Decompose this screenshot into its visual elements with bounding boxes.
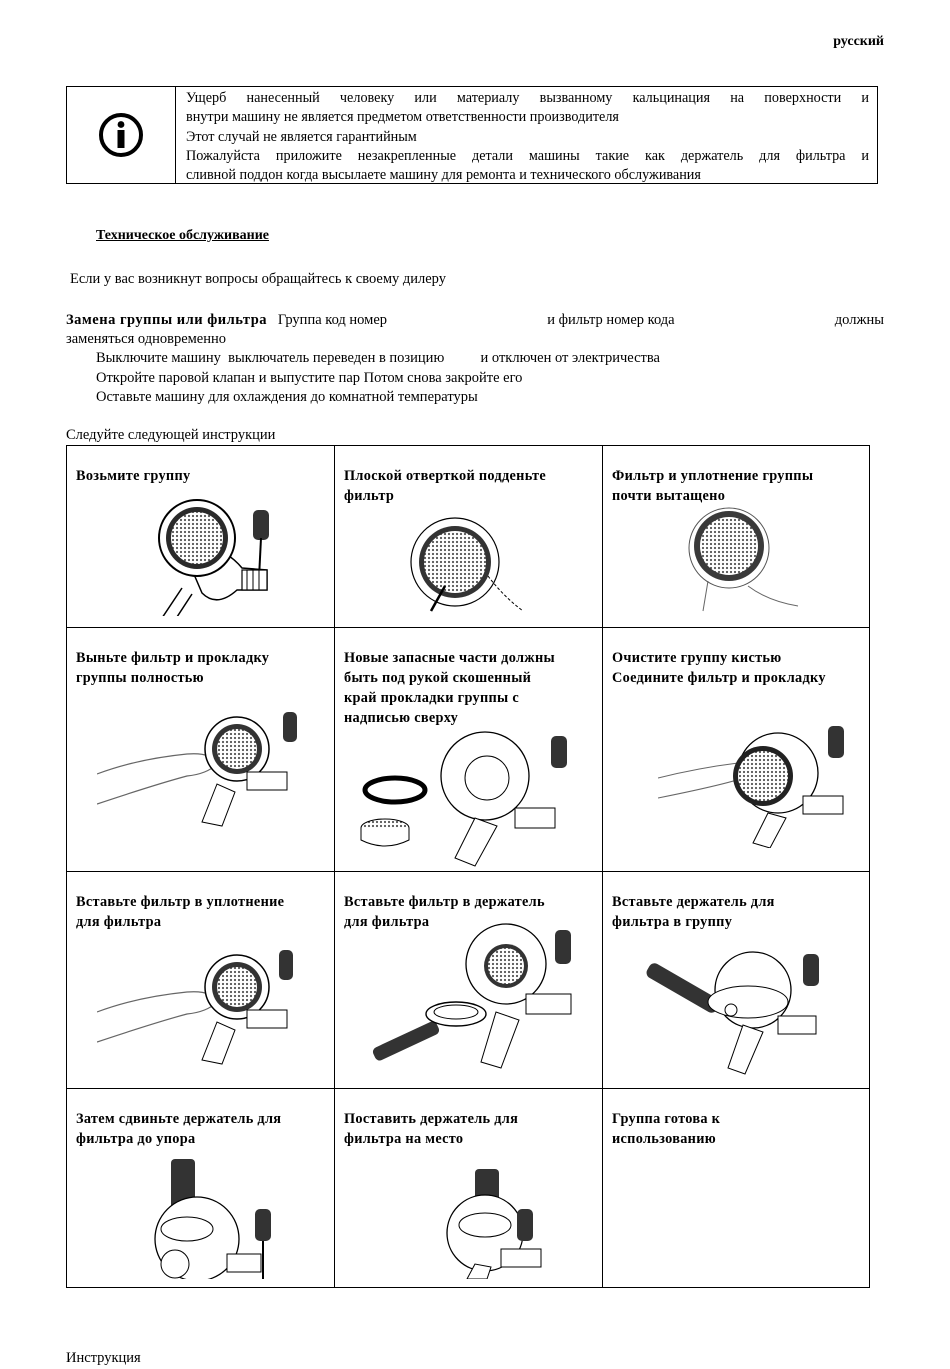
instruction-cell	[67, 872, 335, 1089]
replace-part-2: и фильтр номер кода	[547, 312, 675, 328]
replace-line-2: заменяться одновременно	[66, 331, 227, 347]
instruction-caption: Выньте фильтр и прокладку группы полностью	[76, 650, 270, 686]
notice-line: Ущерб нанесенный человеку или материалу вызванному кальцинация на поверхности и	[186, 90, 869, 106]
instruction-grid	[66, 445, 870, 1288]
language-label: русский	[833, 34, 884, 49]
hand-remove-filter-image	[97, 704, 297, 834]
instruction-caption: Группа готова к использованию	[612, 1111, 721, 1147]
instruction-cell	[335, 1089, 603, 1287]
instruction-caption: Плоской отверткой подденьте фильтр	[344, 468, 546, 504]
notice-box	[66, 86, 878, 184]
screwdriver-filter-image	[403, 516, 533, 616]
instruction-cell	[603, 628, 869, 872]
notice-line: сливной поддон когда высылаете машину для ремонта и технического обслуживания	[186, 167, 701, 184]
instruction-cell	[335, 628, 603, 872]
instruction-cell	[335, 446, 603, 628]
instruction-caption: Возьмите группу	[76, 468, 191, 484]
replace-part-1: Группа код номер	[277, 312, 388, 328]
filter-almost-out-image	[673, 506, 803, 616]
follow-text: Следуйте следующей инструкции	[66, 427, 276, 443]
instruction-cell	[67, 446, 335, 628]
filter-holder-image	[371, 922, 581, 1082]
instruction-cell	[603, 446, 869, 628]
instruction-caption: Новые запасные части должны быть под рукой скошенный край прокладки группы с надписью сверху	[344, 650, 555, 726]
spare-parts-image	[355, 728, 575, 868]
instruction-cell	[603, 1089, 869, 1287]
instruction-cell	[67, 628, 335, 872]
section-title: Техническое обслуживание	[96, 228, 269, 243]
group-with-filter-image	[147, 498, 277, 616]
notice-text	[176, 87, 877, 183]
instruction-caption: Вставьте фильтр в держатель для фильтра	[344, 894, 545, 930]
dealer-text: Если у вас возникнут вопросы обращайтесь к своему дилеру	[70, 271, 446, 287]
hand-join-filter-image	[658, 718, 858, 848]
replace-paragraph	[66, 311, 884, 349]
instruction-cell	[67, 1089, 335, 1287]
instruction-caption: Поставить держатель для фильтра на место	[344, 1111, 519, 1147]
instruction-caption: Фильтр и уплотнение группы почти вытащено	[612, 468, 814, 504]
steps-list	[96, 349, 660, 408]
notice-line: Этот случай не является гарантийным	[186, 128, 417, 145]
replace-title: Замена группы или фильтра	[66, 312, 268, 328]
replace-part-3: должны	[834, 312, 884, 328]
instruction-caption: Затем сдвиньте держатель для фильтра до упора	[76, 1111, 282, 1147]
holder-in-place-image	[405, 1169, 565, 1279]
hand-insert-filter-image	[97, 942, 297, 1072]
info-icon	[97, 111, 145, 159]
holder-into-group-image	[643, 950, 823, 1080]
instruction-caption: Вставьте держатель для фильтра в группу	[612, 894, 775, 930]
instruction-cell	[603, 872, 869, 1089]
footer-text: Инструкция	[66, 1350, 141, 1366]
step-item: Откройте паровой клапан и выпустите пар Потом снова закройте его	[96, 369, 523, 386]
instruction-caption: Вставьте фильтр в уплотнение для фильтра	[76, 894, 285, 930]
notice-line: Пожалуйста приложите незакрепленные детали машины такие как держатель для фильтра и	[186, 147, 869, 164]
notice-icon-cell	[67, 87, 176, 183]
notice-line: внутри машину не является предметом ответственности производителя	[186, 109, 619, 126]
instruction-caption: Очистите группу кистью Соедините фильтр и прокладку	[612, 650, 826, 686]
step-item: Выключите машину выключатель переведен в позицию и отключен от электричества	[96, 350, 660, 366]
step-item: Оставьте машину для охлаждения до комнатной температуры	[96, 389, 478, 405]
instruction-cell	[335, 872, 603, 1089]
holder-push-image	[127, 1159, 287, 1279]
